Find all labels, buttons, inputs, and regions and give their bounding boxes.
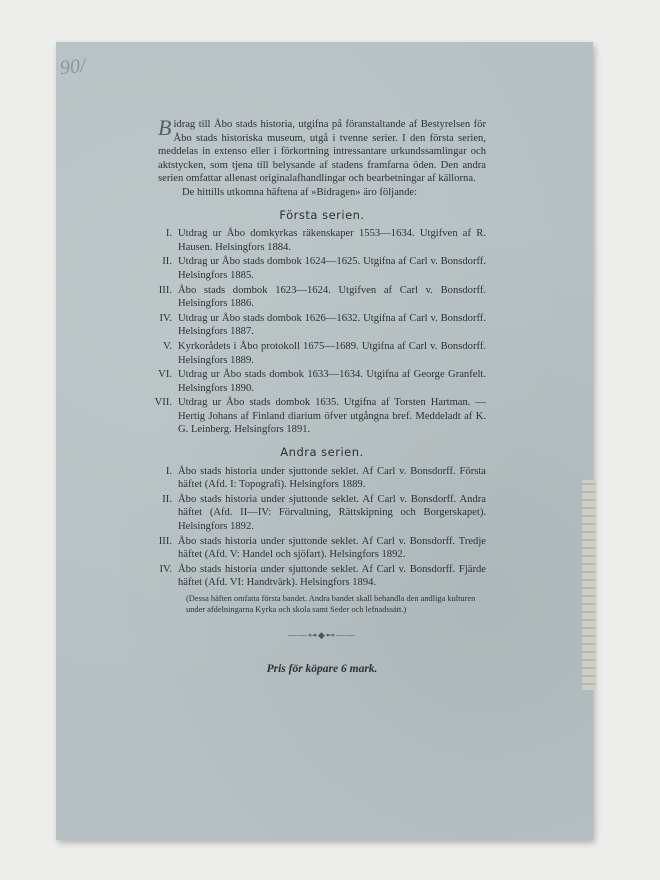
intro-paragraph [158,115,486,186]
list-item [158,340,486,367]
item-text: Utdrag ur Åbo stads dombok 1624—1625. Utgifna af Carl v. Bonsdorff. Helsingfors 1885. [178,256,486,281]
list-item [158,255,486,282]
list-item [158,493,486,534]
list-item [158,368,486,395]
item-number: III. [158,535,172,547]
item-text: Åbo stads historia under sjuttonde seklet. Af Carl v. Bonsdorff. Andra häftet (Afd. II—IV: Förvaltning, Rättskipning och Borgerskapet). Helsingfors 1892. [178,493,486,533]
item-text: Åbo stads historia under sjuttonde seklet. Af Carl v. Bonsdorff. Första häftet (Afd. I: Topografi). Helsingfors 1889. [178,465,486,491]
worn-page-edge [582,480,596,690]
list-item [154,396,486,437]
item-number: II. [162,256,172,268]
list-item [158,535,486,562]
item-text: Åbo stads historia under sjuttonde seklet. Af Carl v. Bonsdorff. Fjärde häftet (Afd. VI: Handtvärk). Helsingfors 1894. [178,563,486,589]
ornament-divider: ——⊶◆⊷—— [288,630,356,640]
item-text: Utdrag ur Åbo domkyrkas räkenskaper 1553—1634. Utgifven af R. Hausen. Helsingfors 1884. [178,228,486,253]
list-item [158,563,486,590]
item-number: I. [165,465,172,477]
price-line: Pris för köpare 6 mark. [266,662,378,675]
intro-listing-line: De hittills utkomna häftena af »Bidragen» äro följande: [182,186,418,198]
series1-list [154,227,486,437]
series1-heading: Första serien. [279,207,365,222]
drop-cap: B [158,115,172,140]
item-text: Utdrag ur Åbo stads dombok 1633—1634. Utgifna af George Granfelt. Helsingfors 1890. [178,369,486,394]
list-item [158,227,486,254]
item-text: Utdrag ur Åbo stads dombok 1635. Utgifna af Torsten Hartman. — Hertig Johans af Finland diarium öfver utgångna bref. Meddeladt af K. G. Leinberg. Helsingfors 1891. [178,397,486,436]
item-text: Kyrkorådets i Åbo protokoll 1675—1689. Utgifna af Carl v. Bonsdorff. Helsingfors 1889. [178,340,486,366]
item-number: IV. [159,563,172,575]
list-item [158,284,486,311]
pencil-mark: 90/ [58,54,87,80]
list-item [158,465,486,492]
item-number: VI. [158,369,172,381]
item-number: III. [158,284,172,296]
series2-heading: Andra serien. [280,445,364,460]
list-item [158,312,486,339]
item-text: Utdrag ur Åbo stads dombok 1626—1632. Utgifna af Carl v. Bonsdorff. Helsingfors 1887. [178,312,486,338]
item-number: V. [163,340,172,352]
item-number: II. [162,493,172,505]
item-number: IV. [159,312,172,324]
intro-text: idrag till Åbo stads historia, utgifna på föranstaltande af Bestyrelsen för Åbo stads historiska museum, utgå i tvenne serier. I den första serien, meddelas in extenso eller i förkortning intressantare urkundssamlingar och aktstycken, som tjena till belysande af stadens framfarna öden. Den andra serien omfattar allenast originalafhandlingar och bearbetningar af källorna. [158,119,486,185]
item-number: VII. [154,397,172,409]
cover-text [154,115,486,676]
series2-list [158,465,486,590]
item-text: Åbo stads dombok 1623—1624. Utgifven af Carl v. Bonsdorff. Helsingfors 1886. [178,284,486,310]
item-text: Åbo stads historia under sjuttonde seklet. Af Carl v. Bonsdorff. Tredje häftet (Afd. V: Handel och sjöfart). Helsingfors 1892. [178,535,486,561]
item-number: I. [165,228,172,240]
series2-note: (Dessa häften omfatta första bandet. Andra bandet skall behandla den andliga kulturen under afdelningarna Kyrka och skola samt Seder och lefnadssätt.) [186,594,476,614]
